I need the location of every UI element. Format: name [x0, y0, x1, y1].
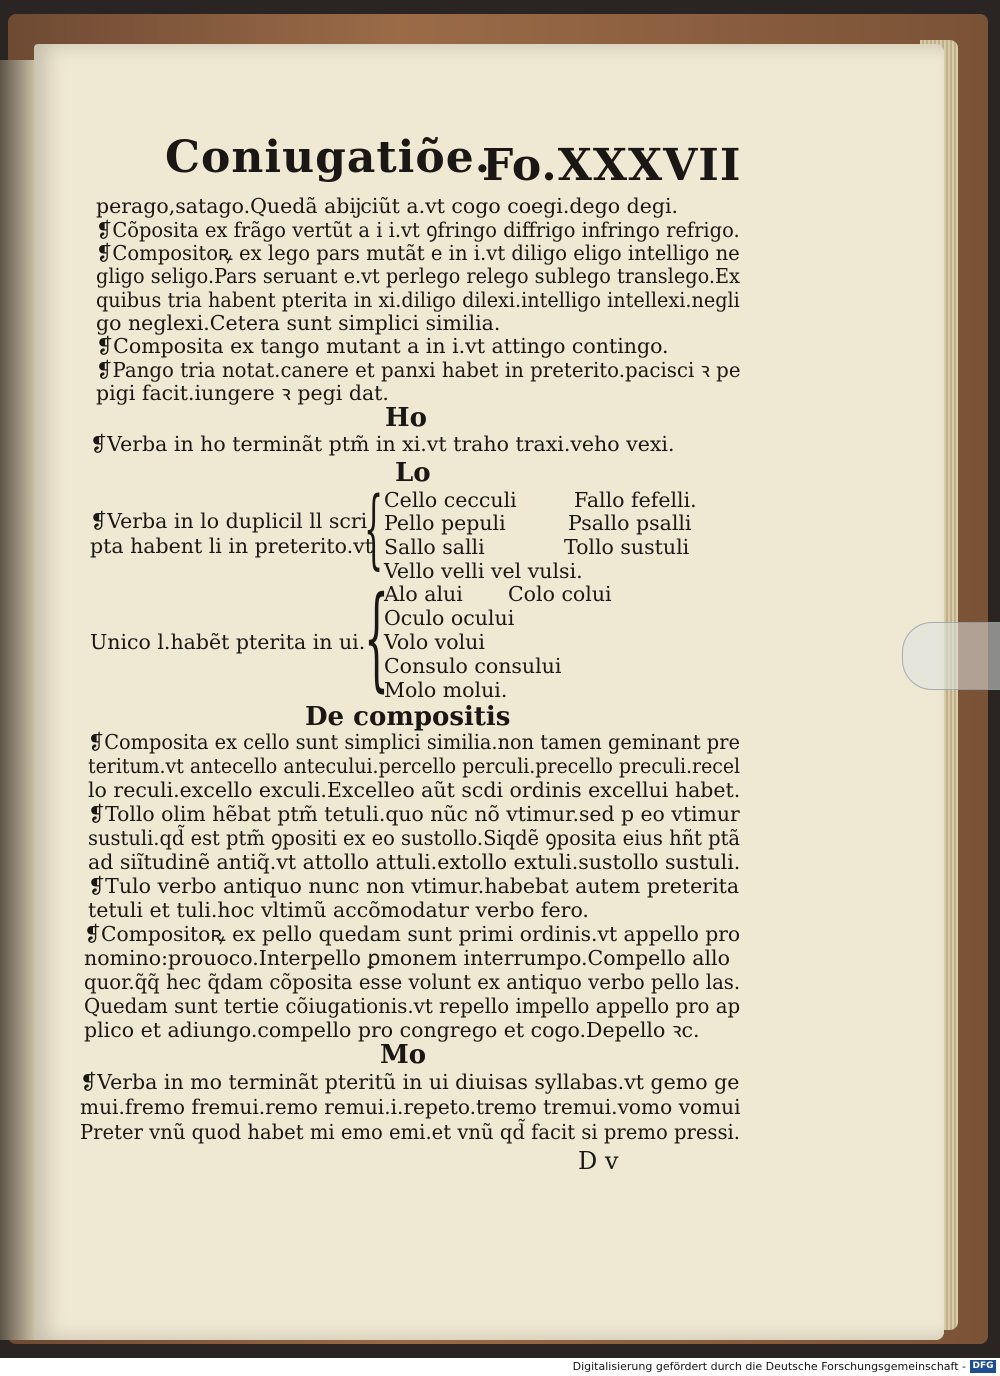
lo-verb: Fallo fefelli.	[574, 488, 697, 512]
lo-verb: Alo alui	[384, 582, 463, 606]
section-heading-mo: Mo	[380, 1040, 427, 1070]
text-line: teritum.vt antecello antecului.percello perculi.precello preculi.recel	[88, 754, 741, 778]
running-title: Coniugatiõe.	[165, 132, 492, 183]
lo-verb: Cello cecculi	[384, 488, 517, 512]
lo-verb: Volo volui	[384, 630, 485, 654]
section-heading-compositis: De compositis	[305, 702, 511, 732]
section-heading-lo: Lo	[395, 458, 431, 488]
text-line: perago,satago.Quedã abĳciũt a.vt cogo coegi.dego degi.	[96, 194, 679, 218]
signature-mark: D v	[578, 1147, 619, 1175]
lo-verb: Colo colui	[508, 582, 612, 606]
text-line: pigi facit.iungere ꝛ pegi dat.	[96, 381, 389, 405]
dfg-logo: DFG	[970, 1360, 996, 1373]
text-line: sustuli.qd̃ est ptm̃ ꝯpositi ex eo sustollo.Siqdẽ ꝯposita eius hñt ptã	[88, 826, 741, 850]
text-line: ❡Composita ex tango mutant a in i.vt attingo contingo.	[96, 334, 669, 358]
text-line: ❡Verba in mo terminãt pteritũ in ui diuisas syllabas.vt gemo ge	[80, 1070, 740, 1094]
text-line: quibus tria habent pterita in xi.diligo dilexi.intelligo intellexi.negli	[96, 288, 740, 312]
text-line: quor.q̃q̃ hec q̃dam cõposita esse volunt ex antiquo verbo pello las.	[84, 970, 741, 994]
lo-unico-line: Unico l.habẽt pterita in ui.	[90, 630, 366, 654]
text-line: go neglexi.Cetera sunt simplici similia.	[96, 311, 501, 335]
text-line: mui.fremo fremui.remo remui.i.repeto.tremo tremui.vomo vomui	[80, 1095, 741, 1119]
folio-number: Fo.XXXVII	[482, 140, 742, 191]
text-line: ❡Verba in ho terminãt ptm̃ in xi.vt traho traxi.veho vexi.	[90, 432, 675, 456]
text-line: ❡Pango tria notat.canere et panxi habet in preterito.pacisci ꝛ pe	[96, 358, 741, 382]
text-line: Quedam sunt tertie cõiugationis.vt repello impello appello pro ap	[84, 994, 741, 1018]
text-line: ❡Composita ex cello sunt simplici similia.non tamen geminant pre	[88, 730, 740, 754]
lo-verb: Sallo salli	[384, 535, 485, 559]
brace-lo-single: {	[364, 573, 389, 703]
brace-lo-double: {	[364, 479, 384, 579]
text-line: nomino:prouoco.Interpello ꝑmonem interrumpo.Compello allo	[84, 946, 730, 970]
text-line: tetuli et tuli.hoc vltimũ accõmodatur verbo fero.	[88, 898, 589, 922]
text-line: ❡Compositoꝶ ex pello quedam sunt primi ordinis.vt appello pro	[84, 922, 741, 946]
text-line: ❡Cõposita ex frãgo vertũt a i i.vt ꝯfringo diffrigo infringo refrigo.	[96, 218, 740, 242]
text-line: Preter vnũ quod habet mi emo emi.et vnũ qd̃ facit si premo pressi.	[80, 1120, 741, 1144]
text-line: ❡Compositoꝶ ex lego pars mutãt e in i.vt diligo eligo intelligo ne	[96, 241, 740, 265]
text-line: lo reculi.excello exculi.Excelleo aũt scdi ordinis excellui habet.	[88, 778, 741, 802]
lo-verb: Consulo consului	[384, 654, 562, 678]
lo-intro-line: pta habent li in preterito.vt	[90, 534, 373, 558]
lo-verb: Pello pepuli	[384, 511, 506, 535]
text-line: plico et adiungo.compello pro congrego et cogo.Depello ꝛc.	[84, 1018, 700, 1042]
page-marker-tab	[902, 622, 1000, 690]
lo-verb: Oculo ocului	[384, 606, 515, 630]
digitization-footer	[0, 1358, 1000, 1376]
text-line: ad siĩtudinẽ antiq̃.vt attollo attuli.extollo extuli.sustollo sustuli.	[88, 850, 741, 874]
lo-verb: Molo molui.	[384, 678, 508, 702]
lo-intro-line: ❡Verba in lo duplicil ll scri	[90, 509, 368, 533]
funding-credit: Digitalisierung gefördert durch die Deutsche Forschungsgemeinschaft -	[572, 1360, 966, 1373]
text-line: ❡Tulo verbo antiquo nunc non vtimur.habebat autem preterita	[88, 874, 740, 898]
text-line: ❡Tollo olim hẽbat ptm̃ tetuli.quo nũc nõ vtimur.sed p eo vtimur	[88, 802, 740, 826]
text-line: gligo seligo.Pars seruant e.vt perlego relego sublego translego.Ex	[96, 264, 740, 288]
section-heading-ho: Ho	[385, 403, 427, 433]
lo-verb: Vello velli vel vulsi.	[384, 559, 583, 583]
lo-verb: Psallo psalli	[568, 511, 692, 535]
lo-verb: Tollo sustuli	[564, 535, 690, 559]
